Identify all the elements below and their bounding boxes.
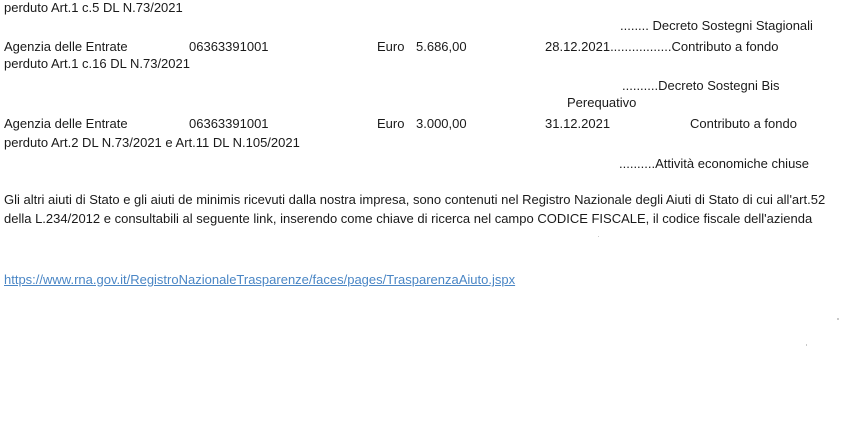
entry2-continuation: perduto Art.2 DL N.73/2021 e Art.11 DL N.105/2021 [4,135,300,150]
entry2-date: 31.12.2021 [545,116,611,131]
entry2-agency: Agenzia delle Entrate [4,116,128,131]
entry2-currency: Euro [377,116,405,131]
entry2-header-2: Perequativo [567,95,637,110]
entry2-description: Contributo a fondo [690,116,797,131]
entry2-header: ..........Decreto Sostegni Bis [622,78,780,93]
entry1-header: ........ Decreto Sostegni Stagionali [620,18,813,33]
scan-speck [806,344,807,346]
text-line-top: perduto Art.1 c.5 DL N.73/2021 [4,0,183,15]
rna-link[interactable]: https://www.rna.gov.it/RegistroNazionaleTrasparenze/faces/pages/TrasparenzaAiuto.jspx [4,272,516,287]
entry1-continuation: perduto Art.1 c.16 DL N.73/2021 [4,56,190,71]
entry2-amount: 3.000,00 [416,116,467,131]
entry1-currency: Euro [377,39,405,54]
info-paragraph: Gli altri aiuti di Stato e gli aiuti de minimis ricevuti dalla nostra impresa, sono contenuti nel Registro Nazionale degli Aiuti di Stato di cui all'art.52 della L.234/2012 e consultabili al seguente link, inserendo come chiave di ricerca nel campo CODICE FISCALE, il codice fiscale dell'azienda [4,192,826,226]
entry1-date-desc: 28.12.2021.................Contributo a fondo [545,39,779,54]
entry1-code: 06363391001 [189,39,269,54]
entry1-agency: Agenzia delle Entrate [4,39,128,54]
scan-speck [598,236,599,237]
entry2-code: 06363391001 [189,116,269,131]
entry1-amount: 5.686,00 [416,39,467,54]
scan-speck [837,318,839,320]
entry2-footer: ..........Attività economiche chiuse [619,156,810,171]
